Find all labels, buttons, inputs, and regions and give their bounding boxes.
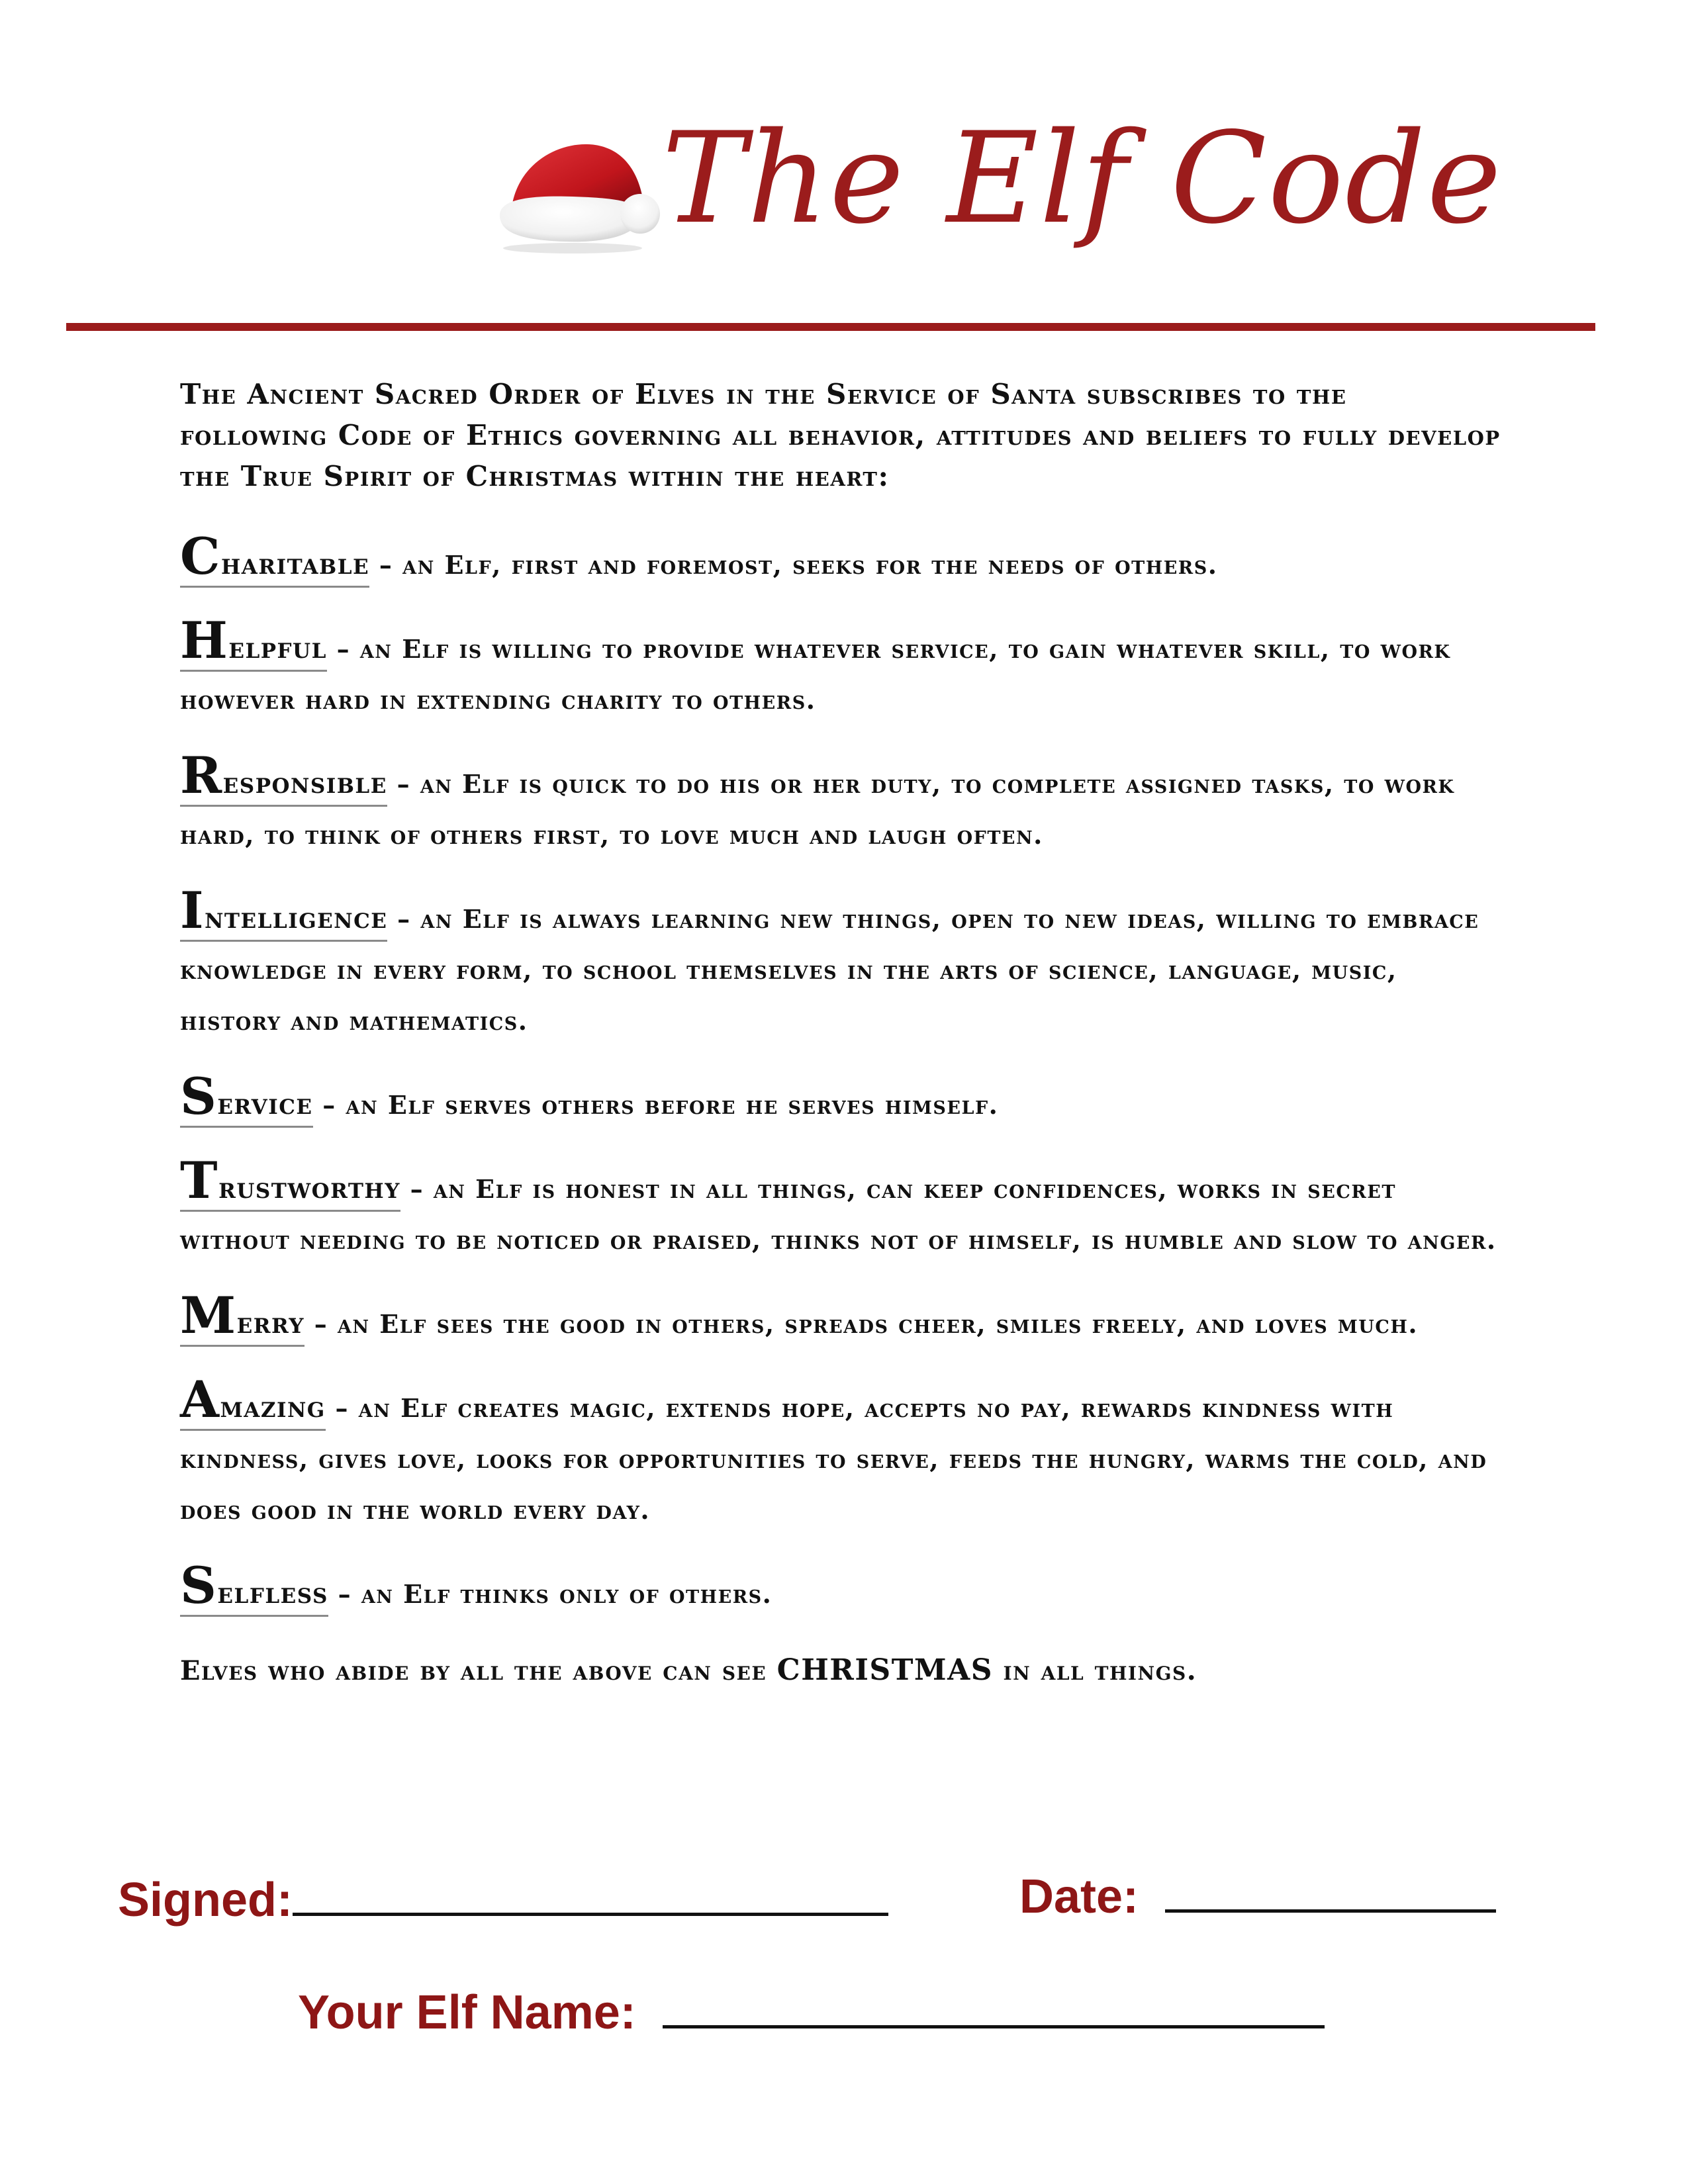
code-entry-charitable: Charitable – an Elf, first and foremost, seeks for the needs of others.: [180, 537, 1504, 590]
entry-term: Selfless: [180, 1566, 328, 1617]
elf-name-field: [298, 1979, 1325, 2042]
entry-term: Service: [180, 1077, 313, 1128]
closing-statement: Elves who abide by all the above can see CHRISTMAS in all things.: [180, 1653, 1197, 1687]
entry-term: Trustworthy: [180, 1161, 400, 1212]
code-content: [180, 374, 1504, 1718]
elf-name-line[interactable]: [663, 1979, 1325, 2028]
header-divider: [66, 323, 1595, 331]
entry-text: an Elf thinks only of others.: [361, 1579, 773, 1609]
page-header: [0, 99, 1688, 271]
entry-text: an Elf is willing to provide whatever service, to gain whatever skill, to work however hard in extending charity to others.: [180, 634, 1451, 715]
date-label: Date:: [1019, 1870, 1139, 1923]
entry-text: an Elf is always learning new things, open to new ideas, willing to embrace knowledge in every form, to school themselves in the arts of science, language, music, history and mathematics.: [180, 904, 1479, 1036]
intro-paragraph: The Ancient Sacred Order of Elves in the Service of Santa subscribes to the following Code of Ethics governing all behavior, attitudes and beliefs to fully develop the True Spirit of Christmas within the heart:: [180, 378, 1501, 492]
entry-text: an Elf serves others before he serves himself.: [346, 1090, 999, 1120]
code-entry-responsible: Responsible – an Elf is quick to do his or her duty, to complete assigned tasks, to work hard, to think of others first, to love much and laugh often.: [180, 746, 1455, 850]
entry-text: an Elf is quick to do his or her duty, to complete assigned tasks, to work hard, to think of others first, to love much and laugh often.: [180, 769, 1455, 850]
code-entry-trustworthy: Trustworthy – an Elf is honest in all things, can keep confidences, works in secret without needing to be noticed or praised, thinks not of himself, is humble and slow to anger.: [180, 1151, 1497, 1255]
code-entry-merry: Merry – an Elf sees the good in others, spreads cheer, smiles freely, and loves much.: [180, 1296, 1504, 1349]
entry-term: Merry: [180, 1296, 305, 1347]
code-entry-selfless: Selfless – an Elf thinks only of others.: [180, 1566, 1504, 1619]
santa-hat-icon: [493, 129, 665, 255]
date-field: [1019, 1863, 1496, 1927]
entry-text: an Elf, first and foremost, seeks for the needs of others.: [402, 550, 1218, 580]
entry-term: Amazing: [180, 1380, 326, 1431]
code-entry-service: Service – an Elf serves others before he serves himself.: [180, 1077, 1504, 1130]
christmas-highlight: CHRISTMAS: [776, 1653, 994, 1687]
code-entry-helpful: Helpful – an Elf is willing to provide whatever service, to gain whatever skill, to work however hard in extending charity to others.: [180, 611, 1451, 715]
entry-term: Charitable: [180, 537, 369, 588]
entry-text: an Elf is honest in all things, can keep confidences, works in secret without needing to be noticed or praised, thinks not of himself, is humble and slow to anger.: [180, 1174, 1497, 1255]
signed-label: Signed:: [118, 1874, 293, 1927]
code-entry-amazing: Amazing – an Elf creates magic, extends hope, accepts no pay, rewards kindness with kindness, gives love, looks for opportunities to serve, feeds the hungry, warms the cold, and does good in the world every day.: [180, 1370, 1487, 1525]
entry-text: an Elf sees the good in others, spreads cheer, smiles freely, and loves much.: [337, 1309, 1419, 1339]
entry-term: Intelligence: [180, 891, 387, 942]
code-entry-intelligence: Intelligence – an Elf is always learning new things, open to new ideas, willing to embrace knowledge in every form, to school themselves in the arts of science, language, music, history and mathematics.: [180, 881, 1479, 1036]
page-title: The Elf Code: [662, 105, 1503, 251]
elf-name-label: Your Elf Name:: [298, 1986, 636, 2039]
signed-field: [118, 1866, 888, 1930]
entry-term: Responsible: [180, 756, 387, 807]
entry-term: Helpful: [180, 621, 327, 672]
entry-text: an Elf creates magic, extends hope, accepts no pay, rewards kindness with kindness, gives love, looks for opportunities to serve, feeds the hungry, warms the cold, and does good in the world every day.: [180, 1393, 1487, 1525]
signed-line[interactable]: [293, 1866, 888, 1916]
date-line[interactable]: [1165, 1863, 1496, 1913]
